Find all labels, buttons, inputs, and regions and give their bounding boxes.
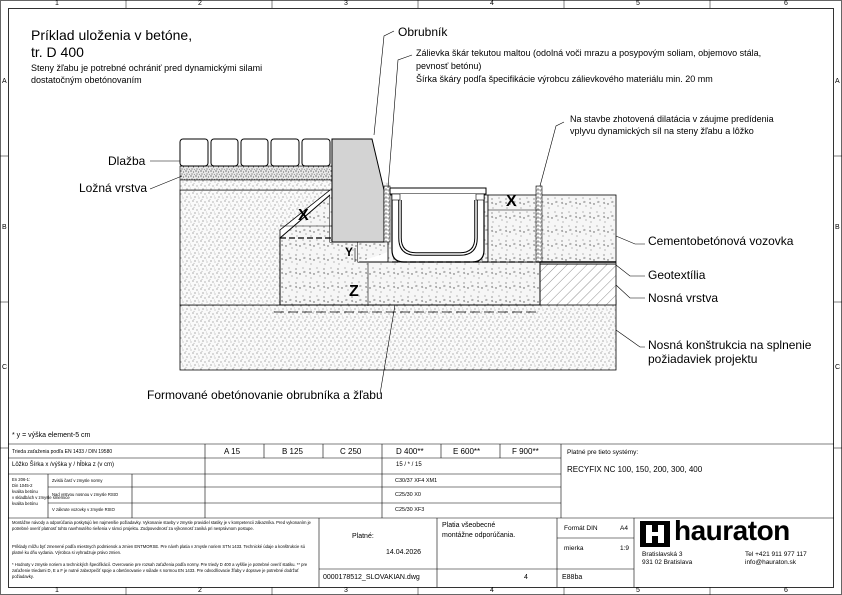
dimension-x-left: X: [298, 207, 309, 224]
label-nosna-konstrukcia-line1: Nosná konštrukcia na splnenie: [648, 338, 812, 352]
format-label: Formát DIN: [564, 525, 598, 532]
grid-top-1: 1: [55, 0, 59, 7]
grid-bottom-4: 4: [490, 587, 494, 594]
load-class-a15: A 15: [224, 447, 241, 456]
hauraton-logo-icon: [640, 521, 670, 547]
load-class-d400: D 400**: [396, 447, 424, 456]
row-en-label1: En 206-1:: [12, 477, 31, 482]
grid-bottom-6: 6: [784, 587, 788, 594]
address-line1: Bratislavská 3: [642, 551, 683, 558]
load-class-e600: E 600**: [453, 447, 481, 456]
row-ls-val1: C25/30 X0: [395, 492, 421, 498]
row-en-label3: kvalita betónu: [12, 489, 38, 494]
label-geotextilia: Geotextília: [648, 268, 706, 282]
callout-obrubnik: Obrubník: [398, 25, 448, 39]
callout-dilatacia-line2: vplyvu dynamických síl na steny žľabu a lôžko: [570, 126, 754, 136]
file-name: 0000178512_SLOVAKIAN.dwg: [323, 574, 420, 581]
grid-top-4: 4: [490, 0, 494, 7]
disclaimer-3: * Hodnoty v zmysle noriem a technických špecifikácií. Overovanie pre rozsah zaťaženia podľa normy. Pre triedy D 400 a vyššie je potrebné overiť statiku. ** pre zaťaženie triedami D, E a F je nutné zabezpečiť spoje a obetónovanie v súlade s normou EN 1433. Pre odvodňovacie žľaby v doprave je potrebné dodržať požiadavky.: [12, 562, 308, 579]
table-load-class-label: Trieda zaťaženia podľa EN 1433 / DIN 19580: [12, 449, 113, 455]
label-dlazba: Dlažba: [108, 154, 146, 168]
platia-line2: montážne odporúčania.: [442, 532, 516, 539]
callout-zalievka-line2: pevnosť betónu): [416, 61, 482, 71]
mierka-label: mierka: [564, 545, 584, 552]
mierka-value: 1:9: [620, 545, 630, 552]
phone: Tel +421 911 977 117: [745, 551, 807, 558]
drawing-title-line2: tr. D 400: [31, 44, 84, 60]
format-value: A4: [620, 525, 628, 532]
row-ls-val2: C25/30 XF3: [395, 507, 425, 513]
row-ls-sub1: Nad vrstvou nosnou v zmysle RStO: [52, 492, 119, 497]
grid-bottom-2: 2: [198, 587, 202, 594]
grid-bottom-3: 3: [344, 587, 348, 594]
disclaimer-1: Montážne návody a odporúčania poskytujú len najmenšie požiadavky. Vykonanie stavby v zmysle pravidiel statiky je v kompetencii zákazníka. Pred vykonaním je potrebné overiť platnosť tohto navrhnutého riešenia v rámci projektu. Zodpovednosť za výkonnosť zaniká pri nesprávnom postupe.: [12, 520, 311, 531]
grid-top-3: 3: [344, 0, 348, 7]
callout-zalievka-line1: Zálievka škár tekutou maltou (odolná voči mrazu a posypovým soliam, objemovo stála,: [416, 48, 762, 58]
grid-top-5: 5: [636, 0, 640, 7]
cement-road-slab: [540, 195, 616, 264]
label-nosna-konstrukcia-line2: požiadaviek projektu: [648, 352, 758, 366]
drawing-note-line1: Steny žľabu je potrebné ochrániť pred dynamickými silami: [31, 63, 263, 73]
disclaimer-2: Príklady môžu byť zmenené podľa miestnych podmienok a zmien ENTMORSE. Pre návrh platia v zmysle noriem STN 1433. Technické údaje a konštrukcie sú platné ku dňu vydania. Výrobca si vyhradzuje právo zmien.: [12, 544, 305, 555]
load-class-b125: B 125: [282, 447, 303, 456]
address-line2: 931 02 Bratislava: [642, 559, 693, 566]
grid-top-6: 6: [784, 0, 788, 7]
drawing-title-line1: Príklad uloženia v betóne,: [31, 27, 193, 43]
row-lozko-value: 15 / * / 15: [396, 462, 422, 468]
footnote: * y = výška element-5 cm: [12, 432, 91, 439]
label-nosna-vrstva: Nosná vrstva: [648, 291, 719, 305]
row-en-sub-label: Zvislá časť v zmysle normy: [52, 478, 103, 483]
revision: E88ba: [562, 574, 583, 581]
drainage-channel: [390, 188, 486, 262]
grid-left-b: B: [2, 224, 7, 231]
dimension-y: Y: [345, 245, 354, 259]
platia-line1: Platia všeobecné: [442, 522, 496, 529]
valid-systems-list: RECYFIX NC 100, 150, 200, 300, 400: [567, 465, 703, 474]
row-ls-label2: kvalita betónu: [12, 501, 38, 506]
grid-right-b: B: [835, 224, 840, 231]
dimension-x-right: X: [506, 193, 517, 210]
brand-logo-text: hauraton: [674, 515, 790, 546]
load-class-c250: C 250: [340, 447, 362, 456]
dilatation-joint: [536, 186, 542, 262]
drawing-note-line2: dostatočným obetónovaním: [31, 75, 142, 85]
row-ls-sub2: V zákrute vozovky v zmysle RStO: [52, 507, 115, 512]
row-en-label2: Din 1045-2: [12, 483, 33, 488]
sheet-number: 4: [524, 574, 528, 581]
grid-bottom-1: 1: [55, 587, 59, 594]
callout-zalievka-line3: Šírka škáry podľa špecifikácie výrobcu zálievkového materiálu min. 20 mm: [416, 74, 713, 84]
label-cementobeton: Cementobetónová vozovka: [648, 234, 794, 248]
grid-left-a: A: [2, 78, 7, 85]
grid-left-c: C: [2, 364, 8, 371]
grid-right-a: A: [835, 78, 840, 85]
row-ls-label1: v skladbách v zmysle smernice: [12, 495, 70, 500]
dimension-z: Z: [349, 283, 359, 300]
grid-right-c: C: [835, 364, 841, 371]
load-class-f900: F 900**: [512, 447, 539, 456]
row-en-value: C30/37 XF4 XM1: [395, 478, 438, 484]
bearing-structure: [180, 300, 616, 370]
label-formovane-obetonovanie: Formované obetónovanie obrubníka a žľabu: [147, 388, 383, 402]
grid-top-2: 2: [198, 0, 202, 7]
curb: [332, 139, 384, 242]
email: info@hauraton.sk: [745, 559, 797, 566]
grid-bottom-5: 5: [636, 587, 640, 594]
base-layer: [540, 264, 616, 305]
platnost-label: Platné:: [352, 533, 374, 540]
valid-systems-header: Platné pre tieto systémy:: [567, 449, 639, 456]
paving-stones: [180, 139, 330, 166]
label-lozna-vrstva: Ložná vrstva: [79, 181, 148, 195]
drawing-date: 14.04.2026: [386, 549, 422, 556]
callout-dilatacia-line1: Na stavbe zhotovená dilatácia v záujme predídenia: [570, 114, 774, 124]
row-lozko-label: Lôžko Šírka x /výška y / hĺbka z (v cm): [12, 462, 115, 468]
